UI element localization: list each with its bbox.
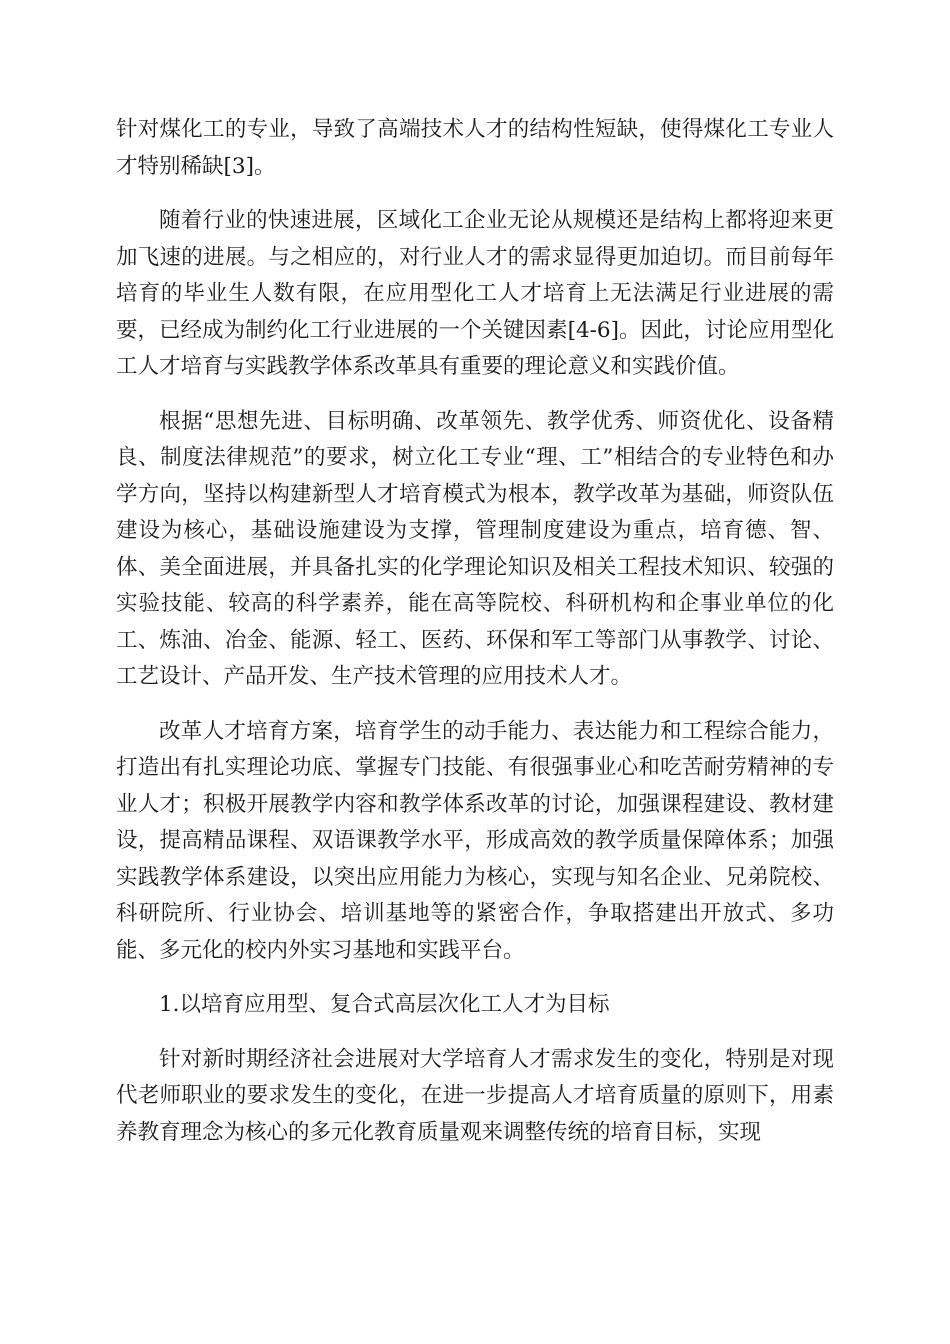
paragraph-training-goals: 根据“思想先进、目标明确、改革领先、教学优秀、师资优化、设备精良、制度法律规范”的要求，树立化工专业“理、工”相结合的专业特色和办学方向，坚持以构建新型人才培育模式为根本，教学改革为基础，师资队伍建设为核心，基础设施建设为支撑，管理制度建设为重点，培育德、智、体、美全面进展，并具备扎实的化学理论知识及相关工程技术知识、较强的实验技能、较高的科学素养，能在高等院校、科研机构和企事业单位的化工、炼油、冶金、能源、轻工、医药、环保和军工等部门从事教学、讨论、工艺设计、产品开发、生产技术管理的应用技术人才。	[116, 408, 834, 689]
paragraph-reform-plan: 改革人才培育方案，培育学生的动手能力、表达能力和工程综合能力，打造出有扎实理论功底、掌握专门技能、有很强事业心和吃苦耐劳精神的专业人才；积极开展教学内容和教学体系改革的讨论，加强课程建设、教材建设，提高精品课程、双语课教学水平，形成高效的教学质量保障体系；加强实践教学体系建设，以突出应用能力为核心，实现与知名企业、兄弟院校、科研院所、行业协会、培训基地等的紧密合作，争取搭建出开放式、多功能、多元化的校内外实习基地和实践平台。	[116, 718, 834, 963]
document-body	[116, 112, 834, 1169]
paragraph-new-era-needs: 针对新时期经济社会进展对大学培育人才需求发生的变化，特别是对现代老师职业的要求发生的变化，在进一步提高人才培育质量的原则下，用素养教育理念为核心的多元化教育质量观来调整传统的培育目标，实现	[116, 1046, 834, 1145]
paragraph-industry-development: 随着行业的快速进展，区域化工企业无论从规模还是结构上都将迎来更加飞速的进展。与之相应的，对行业人才的需求显得更加迫切。而目前每年培育的毕业生人数有限，在应用型化工人才培育上无法满足行业进展的需要，已经成为制约化工行业进展的一个关键因素[4-6]。因此，讨论应用型化工人才培育与实践教学体系改革具有重要的理论意义和实践价值。	[116, 208, 834, 379]
section-heading: 1.以培育应用型、复合式高层次化工人才为目标	[159, 992, 610, 1017]
paragraph-continuation: 针对煤化工的专业，导致了高端技术人才的结构性短缺，使得煤化工专业人才特别稀缺[3]。	[116, 117, 834, 179]
